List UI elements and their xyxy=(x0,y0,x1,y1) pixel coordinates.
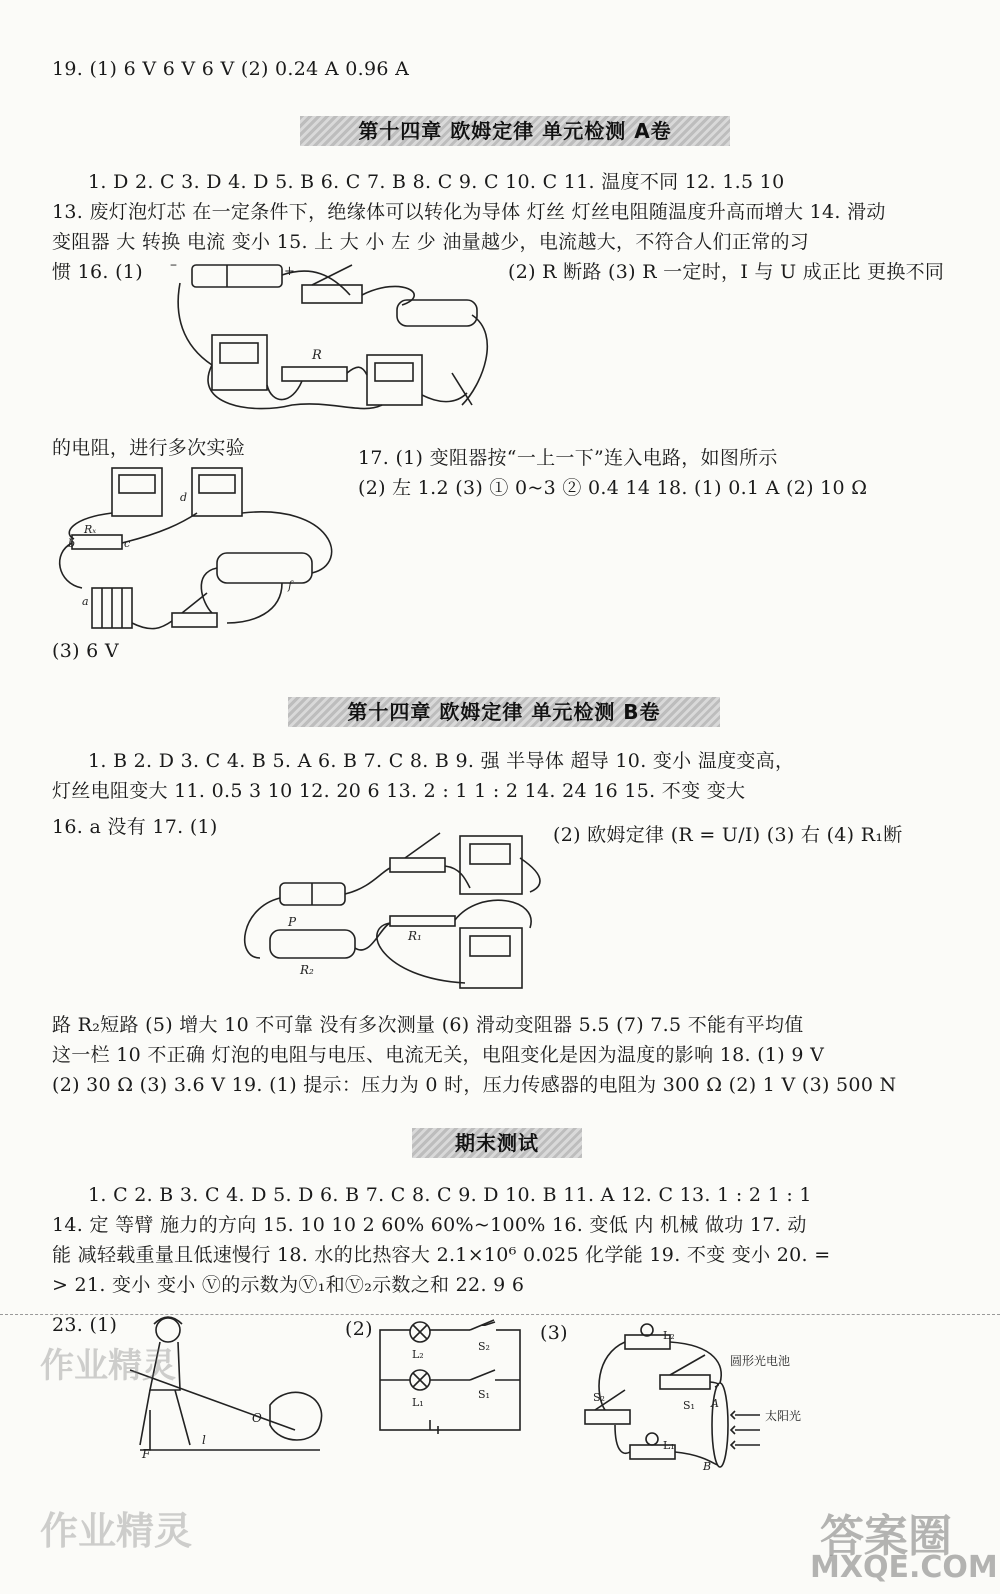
answer-line: (2) 左 1.2 (3) ① 0~3 ② 0.4 14 18. (1) 0.1 A (2) 10 Ω xyxy=(358,477,868,499)
circuit-figure-a17 xyxy=(52,463,342,638)
fig-label: 圆形光电池 xyxy=(730,1354,791,1368)
circuit-figure-a16 xyxy=(172,255,492,420)
fig-label: S₂ xyxy=(478,1340,490,1353)
fig-label: l xyxy=(202,1433,206,1447)
answer-line: 的电阻，进行多次实验 xyxy=(52,437,246,459)
fig-label: L₁ xyxy=(412,1396,424,1409)
fig-label: Rₓ xyxy=(84,523,97,536)
answer-line: (2) R 断路 (3) R 一定时，I 与 U 成正比 更换不同 xyxy=(508,261,945,283)
fig-label: L₂ xyxy=(412,1348,424,1361)
watermark: 作业精灵 xyxy=(40,1509,193,1553)
watermark: MXQE.COM xyxy=(810,1550,998,1585)
answer-line: 变阻器 大 转换 电流 变小 15. 上 大 小 左 少 油量越少，电流越大，不符合人们正常的习 xyxy=(52,231,810,253)
fig-label: a xyxy=(82,595,89,608)
fig-label: L₂ xyxy=(663,1329,675,1342)
fig-label: S₁ xyxy=(478,1388,490,1401)
fig-label: R xyxy=(312,348,322,363)
answer-line: 17. (1) 变阻器按“一上一下”连入电路，如图所示 xyxy=(358,447,778,469)
answer-line-19: 19. (1) 6 V 6 V 6 V (2) 0.24 A 0.96 A xyxy=(52,58,410,80)
fig-label: d xyxy=(180,491,188,504)
fig-label: L₁ xyxy=(663,1439,675,1452)
answer-line: 16. a 没有 17. (1) xyxy=(52,816,218,838)
answer-line: (2) xyxy=(345,1318,373,1340)
answer-line: (3) xyxy=(540,1322,568,1344)
answer-line: 灯丝电阻变大 11. 0.5 3 10 12. 20 6 13. 2 : 1 1 : 2 14. 24 16 15. 不变 变大 xyxy=(52,780,746,802)
fig-label: B xyxy=(703,1460,712,1473)
answer-line: 这一栏 10 不正确 灯泡的电阻与电压、电流无关，电阻变化是因为温度的影响 18. (1) 9 V xyxy=(52,1044,825,1066)
answer-line: 14. 定 等臂 施力的方向 15. 10 10 2 60% 60%~100% 16. 变低 内 机械 做功 17. 动 xyxy=(52,1214,807,1236)
svg-text:+: + xyxy=(284,264,295,279)
answer-line: 能 减轻载重量且低速慢行 18. 水的比热容大 2.1×10⁶ 0.025 化学能 19. 不变 变小 20. = xyxy=(52,1244,831,1266)
fig-label: F xyxy=(142,1447,151,1461)
answer-line: 23. (1) xyxy=(52,1314,118,1336)
section-heading-final: 期末测试 xyxy=(412,1128,582,1158)
answer-line: > 21. 变小 变小 Ⓥ的示数为Ⓥ₁和Ⓥ₂示数之和 22. 9 6 xyxy=(52,1274,525,1296)
answer-line: (3) 6 V xyxy=(52,640,119,662)
watermark: 答案圈 xyxy=(820,1511,952,1562)
answer-line: 惯 16. (1) xyxy=(52,261,143,283)
fig-label: A xyxy=(711,1397,719,1410)
fig-label: S₁ xyxy=(683,1399,695,1412)
answer-line: 13. 废灯泡灯芯 在一定条件下，绝缘体可以转化为导体 灯丝 灯丝电阻随温度升高而增大 14. 滑动 xyxy=(52,201,886,223)
section-heading-a: 第十四章 欧姆定律 单元检测 A卷 xyxy=(300,116,730,146)
answer-line: 路 R₂短路 (5) 增大 10 不可靠 没有多次测量 (6) 滑动变阻器 5.5 (7) 7.5 不能有平均值 xyxy=(52,1014,804,1036)
answer-line: 1. C 2. B 3. C 4. D 5. D 6. B 7. C 8. C 9. D 10. B 11. A 12. C 13. 1 : 2 1 : 1 xyxy=(88,1184,812,1206)
answer-line: 1. D 2. C 3. D 4. D 5. B 6. C 7. B 8. C 9. C 10. C 11. 温度不同 12. 1.5 10 xyxy=(88,171,785,193)
circuit-figure-b17 xyxy=(240,828,540,1000)
watermark: 作业精灵 xyxy=(40,1346,176,1386)
fig-label: R₂ xyxy=(300,963,314,977)
circuit-schematic xyxy=(370,1320,530,1440)
section-heading-b: 第十四章 欧姆定律 单元检测 B卷 xyxy=(288,697,720,727)
fig-label: S₂ xyxy=(593,1391,605,1404)
fig-label: 太阳光 xyxy=(765,1409,802,1423)
fig-label: R₁ xyxy=(408,929,422,943)
fig-label: c xyxy=(124,537,131,550)
answer-line: (2) 30 Ω (3) 3.6 V 19. (1) 提示：压力为 0 时，压力传感器的电阻为 300 Ω (2) 1 V (3) 500 N xyxy=(52,1074,897,1096)
svg-text:–: – xyxy=(170,257,177,273)
fig-label: P xyxy=(288,915,297,929)
fig-label: O xyxy=(252,1411,262,1425)
fig-label: f xyxy=(288,579,293,592)
answer-line: (2) 欧姆定律 (R = U/I) (3) 右 (4) R₁断 xyxy=(553,824,903,846)
fig-label: b xyxy=(68,537,76,550)
photocell-circuit-figure xyxy=(575,1315,805,1475)
answer-line: 1. B 2. D 3. C 4. B 5. A 6. B 7. C 8. B 9. 强 半导体 超导 10. 变小 温度变高， xyxy=(88,750,795,772)
